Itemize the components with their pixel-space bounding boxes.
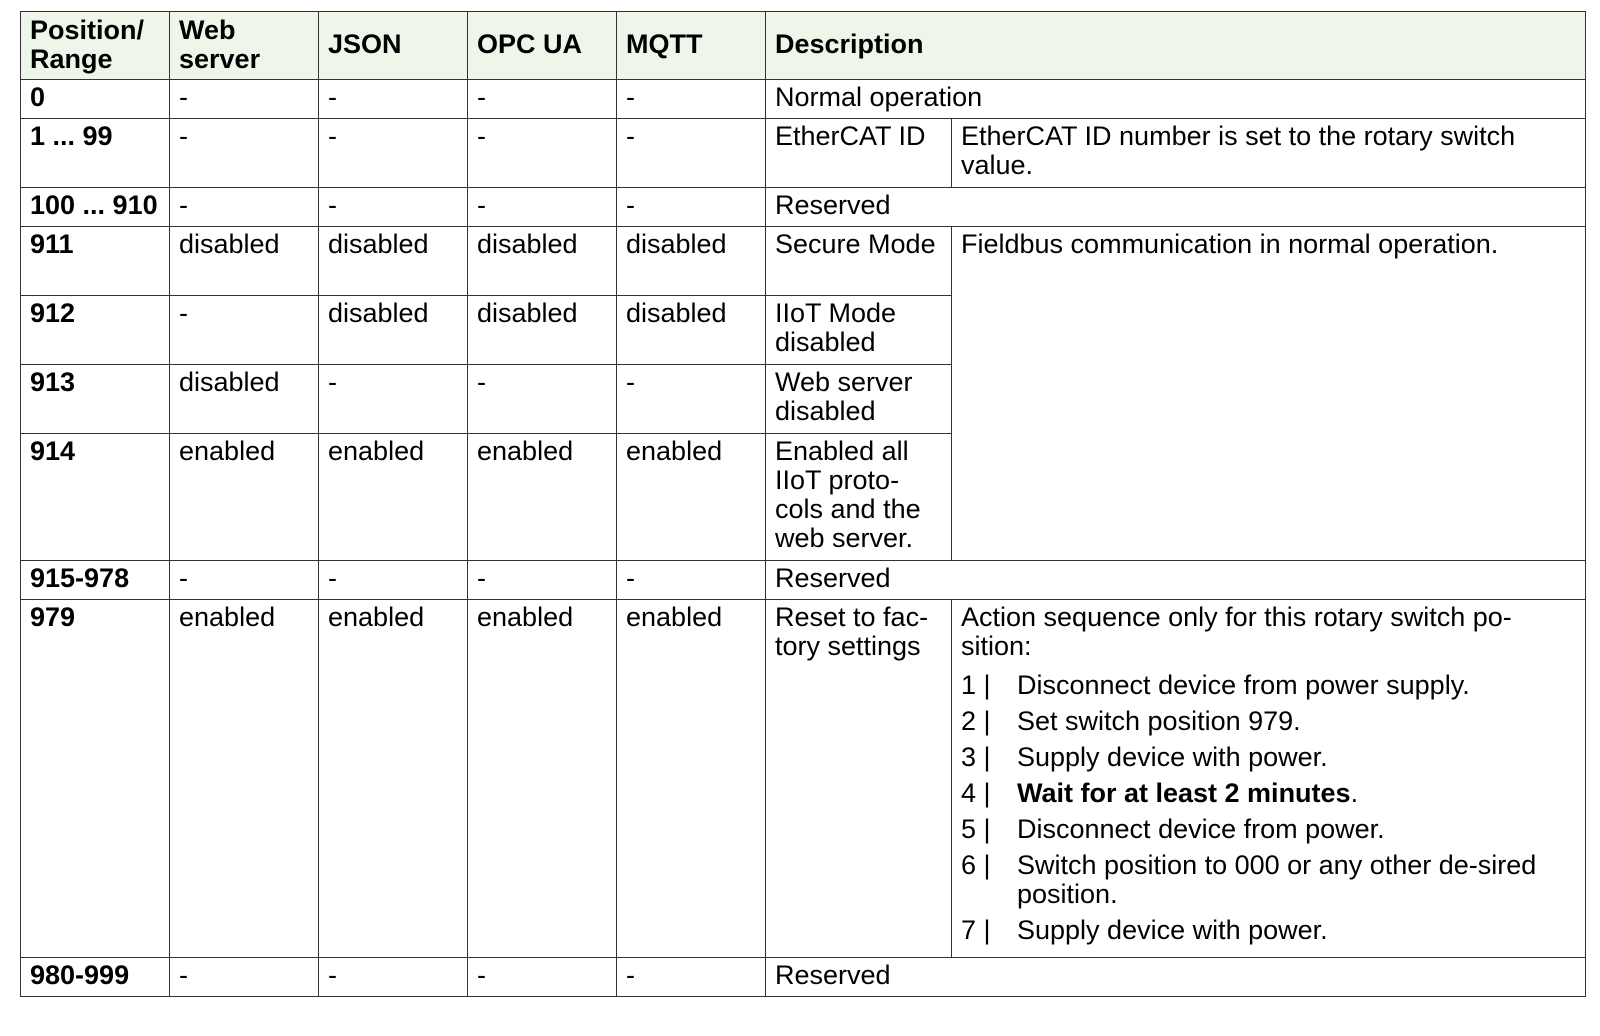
cell-position: 0 <box>21 80 170 119</box>
list-item <box>961 916 1576 945</box>
cell-opc-ua: - <box>468 365 617 434</box>
cell-json: enabled <box>319 434 468 561</box>
list-item <box>961 671 1576 700</box>
cell-description-label: IIoT Mode disabled <box>766 296 952 365</box>
header-web-server: Web server <box>170 12 319 80</box>
action-steps-list <box>961 671 1576 945</box>
cell-position: 914 <box>21 434 170 561</box>
cell-web-server: - <box>170 188 319 227</box>
cell-web-server: enabled <box>170 600 319 958</box>
list-item <box>961 707 1576 736</box>
rotary-switch-table-container <box>20 11 1585 997</box>
cell-json: - <box>319 119 468 188</box>
cell-position: 1 ... 99 <box>21 119 170 188</box>
cell-mqtt: - <box>617 365 766 434</box>
step-text: Supply device with power. <box>1017 915 1328 945</box>
cell-position: 912 <box>21 296 170 365</box>
cell-description-detail: EtherCAT ID number is set to the rotary switch value. <box>952 119 1586 188</box>
cell-description: Reserved <box>766 561 1586 600</box>
step-number: 1 | <box>961 670 991 700</box>
header-mqtt: MQTT <box>617 12 766 80</box>
cell-opc-ua: - <box>468 188 617 227</box>
header-description: Description <box>766 12 1586 80</box>
cell-mqtt: enabled <box>617 600 766 958</box>
rotary-switch-table <box>20 11 1586 997</box>
step-text-emphasis <box>1017 779 1576 808</box>
cell-web-server: disabled <box>170 365 319 434</box>
cell-opc-ua: enabled <box>468 434 617 561</box>
cell-json: enabled <box>319 600 468 958</box>
table-row <box>21 119 1586 188</box>
cell-action-sequence <box>952 600 1586 958</box>
header-json: JSON <box>319 12 468 80</box>
cell-json: - <box>319 365 468 434</box>
cell-web-server: disabled <box>170 227 319 296</box>
cell-web-server: enabled <box>170 434 319 561</box>
cell-description-label: Secure Mode <box>766 227 952 296</box>
cell-opc-ua: - <box>468 561 617 600</box>
cell-opc-ua: - <box>468 80 617 119</box>
table-row <box>21 958 1586 997</box>
list-item <box>961 779 1576 808</box>
cell-json: - <box>319 561 468 600</box>
cell-fieldbus-note: Fieldbus communication in normal operation. <box>952 227 1586 561</box>
header-position: Position/ Range <box>21 12 170 80</box>
table-row <box>21 561 1586 600</box>
table-header-row <box>21 12 1586 80</box>
cell-web-server: - <box>170 80 319 119</box>
step-number: 7 | <box>961 915 991 945</box>
cell-mqtt: enabled <box>617 434 766 561</box>
step-number: 6 | <box>961 850 991 880</box>
step-number: 5 | <box>961 814 991 844</box>
cell-opc-ua: disabled <box>468 296 617 365</box>
cell-web-server: - <box>170 119 319 188</box>
cell-opc-ua: - <box>468 119 617 188</box>
cell-web-server: - <box>170 561 319 600</box>
cell-json: - <box>319 958 468 997</box>
cell-mqtt: - <box>617 80 766 119</box>
cell-json: - <box>319 188 468 227</box>
step-text: Wait for at least 2 minutes <box>1017 778 1351 808</box>
table-row <box>21 227 1586 296</box>
cell-position: 100 ... 910 <box>21 188 170 227</box>
cell-position: 913 <box>21 365 170 434</box>
header-opc-ua: OPC UA <box>468 12 617 80</box>
step-text: Switch position to 000 or any other de-sired position. <box>1017 850 1537 909</box>
list-item <box>961 851 1576 909</box>
step-number: 2 | <box>961 706 991 736</box>
cell-json: - <box>319 80 468 119</box>
cell-position: 911 <box>21 227 170 296</box>
cell-web-server: - <box>170 958 319 997</box>
cell-position: 979 <box>21 600 170 958</box>
cell-description: Normal operation <box>766 80 1586 119</box>
step-text: Disconnect device from power supply. <box>1017 670 1470 700</box>
cell-description: Reserved <box>766 188 1586 227</box>
cell-description-label: Web server disabled <box>766 365 952 434</box>
table-row <box>21 80 1586 119</box>
cell-opc-ua: enabled <box>468 600 617 958</box>
cell-mqtt: - <box>617 561 766 600</box>
cell-description-label: Enabled all IIoT proto-cols and the web server. <box>766 434 952 561</box>
step-text: Set switch position 979. <box>1017 706 1301 736</box>
table-row <box>21 600 1586 958</box>
cell-position: 980-999 <box>21 958 170 997</box>
cell-mqtt: disabled <box>617 227 766 296</box>
cell-mqtt: disabled <box>617 296 766 365</box>
step-suffix: . <box>1350 778 1359 808</box>
table-row <box>21 188 1586 227</box>
list-item <box>961 815 1576 844</box>
step-number: 3 | <box>961 742 991 772</box>
cell-web-server: - <box>170 296 319 365</box>
action-sequence-intro: Action sequence only for this rotary switch po-sition: <box>961 602 1512 661</box>
cell-opc-ua: disabled <box>468 227 617 296</box>
cell-position: 915-978 <box>21 561 170 600</box>
cell-mqtt: - <box>617 188 766 227</box>
cell-description: Reserved <box>766 958 1586 997</box>
cell-mqtt: - <box>617 119 766 188</box>
list-item <box>961 743 1576 772</box>
cell-description-label: Reset to fac-tory settings <box>766 600 952 958</box>
step-number: 4 | <box>961 778 991 808</box>
cell-description-label: EtherCAT ID <box>766 119 952 188</box>
cell-opc-ua: - <box>468 958 617 997</box>
step-text: Disconnect device from power. <box>1017 814 1385 844</box>
step-text: Supply device with power. <box>1017 742 1328 772</box>
cell-json: disabled <box>319 296 468 365</box>
cell-json: disabled <box>319 227 468 296</box>
cell-mqtt: - <box>617 958 766 997</box>
